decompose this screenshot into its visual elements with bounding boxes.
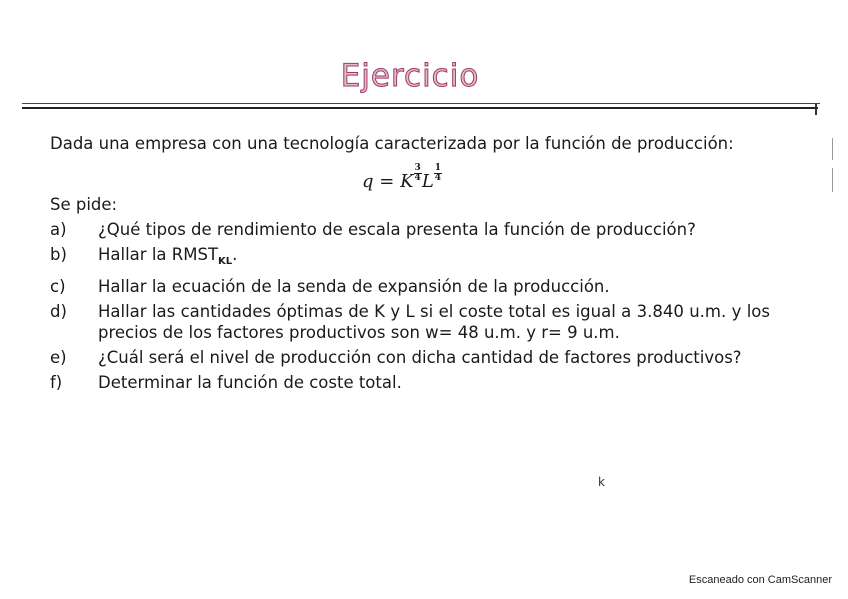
exercise-body bbox=[50, 133, 770, 397]
task-subscript: KL bbox=[218, 256, 233, 267]
task-text: Hallar las cantidades óptimas de K y L si el coste total es igual a 3.840 u.m. y los precios de los factores productivos son w= 48 u.m. y r= 9 u.m. bbox=[98, 302, 770, 342]
tasks-heading: Se pide: bbox=[50, 195, 118, 214]
exponent-k-numerator: 3 bbox=[414, 163, 421, 173]
formula-lhs: q bbox=[362, 171, 374, 192]
title-rule-tick bbox=[815, 103, 817, 115]
task-letter: e) bbox=[50, 348, 67, 367]
formula-exponent-k bbox=[414, 164, 422, 183]
task-list bbox=[50, 219, 770, 393]
formula-exponent-l bbox=[434, 164, 442, 183]
exponent-k-denominator: 4 bbox=[414, 173, 421, 183]
page-title: Ejercicio bbox=[340, 58, 480, 94]
intro-paragraph: Dada una empresa con una tecnología caracterizada por la función de producción: bbox=[50, 134, 734, 153]
task-text: ¿Qué tipos de rendimiento de escala presenta la función de producción? bbox=[98, 220, 696, 239]
scan-edge-mark bbox=[832, 168, 833, 192]
task-letter: c) bbox=[50, 277, 66, 296]
exponent-l-denominator: 4 bbox=[434, 173, 442, 183]
task-item-e bbox=[50, 347, 770, 368]
stray-handwritten-mark: k bbox=[598, 475, 605, 489]
production-function bbox=[50, 154, 770, 194]
task-suffix: . bbox=[232, 245, 238, 264]
task-text: ¿Cuál será el nivel de producción con dicha cantidad de factores productivos? bbox=[98, 348, 742, 367]
task-letter: f) bbox=[50, 373, 63, 392]
scan-edge-mark bbox=[832, 138, 833, 160]
title-rule-top bbox=[22, 103, 820, 104]
task-letter: d) bbox=[50, 302, 67, 321]
exponent-l-numerator: 1 bbox=[434, 163, 442, 173]
task-letter: b) bbox=[50, 245, 67, 264]
task-text: Hallar la RMST bbox=[98, 245, 219, 264]
task-item-c bbox=[50, 276, 770, 297]
formula-base-l: L bbox=[421, 171, 434, 192]
task-item-d bbox=[50, 301, 770, 343]
task-text: Determinar la función de coste total. bbox=[98, 373, 402, 392]
task-item-b bbox=[50, 244, 770, 272]
task-item-f bbox=[50, 372, 770, 393]
formula-base-k: K bbox=[400, 171, 414, 192]
scanner-watermark: Escaneado con CamScanner bbox=[688, 574, 832, 586]
title-rule-bottom bbox=[22, 107, 818, 109]
task-letter: a) bbox=[50, 220, 67, 239]
formula-equals: = bbox=[379, 171, 395, 192]
task-item-a bbox=[50, 219, 770, 240]
task-text: Hallar la ecuación de la senda de expansión de la producción. bbox=[98, 277, 610, 296]
